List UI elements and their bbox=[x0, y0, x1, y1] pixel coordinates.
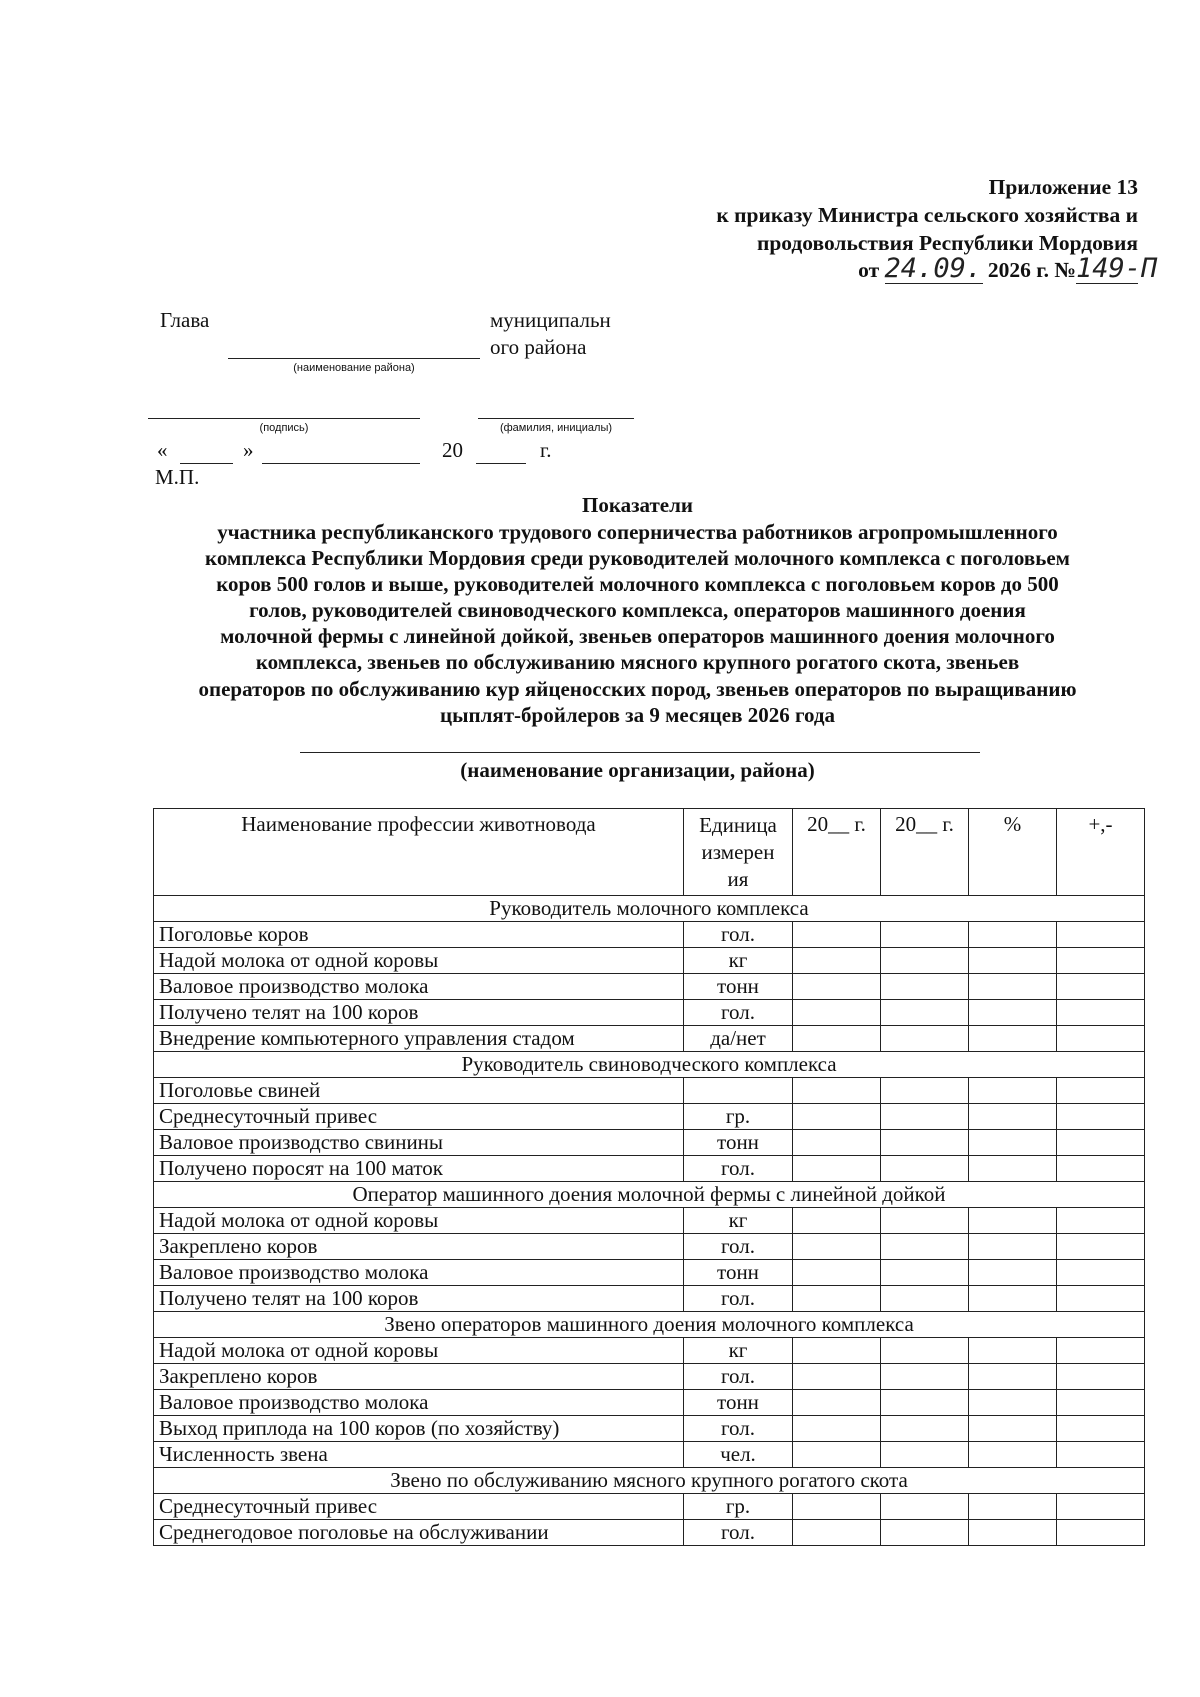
indicator-name: Закреплено коров bbox=[154, 1234, 684, 1260]
indicator-name: Валовое производство молока bbox=[154, 1390, 684, 1416]
indicator-unit bbox=[684, 1078, 793, 1104]
header-year-1: 20__ г. bbox=[793, 809, 881, 896]
section-title: Руководитель свиноводческого комплекса bbox=[154, 1052, 1145, 1078]
table-row bbox=[154, 1442, 1145, 1468]
value-year-1-cell bbox=[793, 1000, 881, 1026]
date-quote-close: » bbox=[243, 438, 254, 462]
month-underline bbox=[262, 463, 420, 464]
value-percent-cell bbox=[969, 1364, 1057, 1390]
section-title: Оператор машинного доения молочной фермы с линейной дойкой bbox=[154, 1182, 1145, 1208]
indicator-name: Внедрение компьютерного управления стадом bbox=[154, 1026, 684, 1052]
value-percent-cell bbox=[969, 1104, 1057, 1130]
value-difference-cell bbox=[1057, 1104, 1145, 1130]
value-difference-cell bbox=[1057, 1364, 1145, 1390]
indicator-unit: гол. bbox=[684, 1520, 793, 1546]
value-percent-cell bbox=[969, 1416, 1057, 1442]
table-row bbox=[154, 922, 1145, 948]
indicator-name: Поголовье свиней bbox=[154, 1078, 684, 1104]
value-year-1-cell bbox=[793, 1338, 881, 1364]
value-difference-cell bbox=[1057, 1416, 1145, 1442]
name-caption: (фамилия, инициалы) bbox=[499, 422, 613, 434]
table-row bbox=[154, 1208, 1145, 1234]
value-year-1-cell bbox=[793, 974, 881, 1000]
value-year-1-cell bbox=[793, 1078, 881, 1104]
title-line: комплекса Республики Мордовия среди руководителей молочного комплекса с поголовьем bbox=[205, 546, 1070, 571]
table-row bbox=[154, 1000, 1145, 1026]
table-row bbox=[154, 1286, 1145, 1312]
value-percent-cell bbox=[969, 1338, 1057, 1364]
value-year-1-cell bbox=[793, 1130, 881, 1156]
section-row bbox=[154, 1468, 1145, 1494]
indicator-unit: гол. bbox=[684, 1416, 793, 1442]
value-difference-cell bbox=[1057, 1286, 1145, 1312]
value-year-2-cell bbox=[881, 1260, 969, 1286]
head-label: Глава bbox=[160, 308, 210, 332]
year-suffix: г. bbox=[540, 438, 552, 462]
document-title: Показатели bbox=[581, 493, 694, 517]
table-row bbox=[154, 1130, 1145, 1156]
value-year-2-cell bbox=[881, 1390, 969, 1416]
value-percent-cell bbox=[969, 1286, 1057, 1312]
indicator-name: Надой молока от одной коровы bbox=[154, 1208, 684, 1234]
appendix-order-line: к приказу Министра сельского хозяйства и bbox=[716, 203, 1138, 227]
indicator-unit: гол. bbox=[684, 1234, 793, 1260]
value-percent-cell bbox=[969, 974, 1057, 1000]
value-year-1-cell bbox=[793, 1234, 881, 1260]
appendix-date-line bbox=[858, 253, 1158, 284]
appendix-ministry-line: продовольствия Республики Мордовия bbox=[756, 231, 1138, 255]
value-year-2-cell bbox=[881, 974, 969, 1000]
value-difference-cell bbox=[1057, 1260, 1145, 1286]
header-difference: +,- bbox=[1057, 809, 1145, 896]
header-year-2: 20__ г. bbox=[881, 809, 969, 896]
indicator-unit: гол. bbox=[684, 1364, 793, 1390]
indicator-unit: гол. bbox=[684, 922, 793, 948]
table-row bbox=[154, 1026, 1145, 1052]
day-underline bbox=[180, 463, 233, 464]
value-difference-cell bbox=[1057, 1078, 1145, 1104]
appendix-title: Приложение 13 bbox=[988, 175, 1138, 199]
table-row bbox=[154, 1520, 1145, 1546]
value-year-1-cell bbox=[793, 1260, 881, 1286]
section-row bbox=[154, 896, 1145, 922]
value-percent-cell bbox=[969, 1026, 1057, 1052]
indicator-name: Среднесуточный привес bbox=[154, 1494, 684, 1520]
year-prefix: 20 bbox=[442, 438, 463, 462]
date-prefix: от bbox=[858, 258, 880, 282]
title-description bbox=[140, 519, 1135, 728]
value-difference-cell bbox=[1057, 1156, 1145, 1182]
indicator-unit: кг bbox=[684, 1338, 793, 1364]
value-percent-cell bbox=[969, 922, 1057, 948]
value-difference-cell bbox=[1057, 922, 1145, 948]
year-underline bbox=[476, 463, 526, 464]
municipal-label-1: муниципальн bbox=[490, 308, 611, 332]
table-row bbox=[154, 1416, 1145, 1442]
indicator-name: Выход приплода на 100 коров (по хозяйству) bbox=[154, 1416, 684, 1442]
value-percent-cell bbox=[969, 1130, 1057, 1156]
value-year-2-cell bbox=[881, 1286, 969, 1312]
value-year-1-cell bbox=[793, 1390, 881, 1416]
value-percent-cell bbox=[969, 1442, 1057, 1468]
table-row bbox=[154, 1390, 1145, 1416]
value-year-2-cell bbox=[881, 1156, 969, 1182]
value-percent-cell bbox=[969, 948, 1057, 974]
table-row bbox=[154, 1078, 1145, 1104]
title-line: коров 500 голов и выше, руководителей молочного комплекса с поголовьем коров до 500 bbox=[216, 572, 1059, 597]
value-difference-cell bbox=[1057, 1208, 1145, 1234]
indicator-name: Получено телят на 100 коров bbox=[154, 1286, 684, 1312]
value-difference-cell bbox=[1057, 1390, 1145, 1416]
title-line: молочной фермы с линейной дойкой, звеньев операторов машинного доения молочного bbox=[220, 624, 1055, 649]
value-percent-cell bbox=[969, 1078, 1057, 1104]
value-year-1-cell bbox=[793, 1494, 881, 1520]
indicator-unit: гр. bbox=[684, 1104, 793, 1130]
table-row bbox=[154, 1338, 1145, 1364]
value-year-2-cell bbox=[881, 922, 969, 948]
header-percent: % bbox=[969, 809, 1057, 896]
value-year-1-cell bbox=[793, 922, 881, 948]
indicator-name: Надой молока от одной коровы bbox=[154, 948, 684, 974]
indicator-unit: кг bbox=[684, 948, 793, 974]
value-difference-cell bbox=[1057, 1130, 1145, 1156]
value-year-2-cell bbox=[881, 1520, 969, 1546]
value-year-1-cell bbox=[793, 1416, 881, 1442]
value-percent-cell bbox=[969, 1000, 1057, 1026]
indicator-unit: тонн bbox=[684, 1260, 793, 1286]
indicator-unit: чел. bbox=[684, 1442, 793, 1468]
value-year-2-cell bbox=[881, 948, 969, 974]
value-difference-cell bbox=[1057, 1000, 1145, 1026]
indicator-name: Поголовье коров bbox=[154, 922, 684, 948]
signature-caption: (подпись) bbox=[259, 422, 309, 434]
table-row bbox=[154, 948, 1145, 974]
table-body bbox=[154, 896, 1145, 1546]
section-row bbox=[154, 1312, 1145, 1338]
handwritten-date: 24.09. bbox=[884, 253, 983, 284]
indicator-name: Численность звена bbox=[154, 1442, 684, 1468]
indicator-name: Валовое производство молока bbox=[154, 1260, 684, 1286]
value-year-1-cell bbox=[793, 948, 881, 974]
value-difference-cell bbox=[1057, 974, 1145, 1000]
table-row bbox=[154, 1494, 1145, 1520]
value-year-2-cell bbox=[881, 1494, 969, 1520]
table-row bbox=[154, 1156, 1145, 1182]
indicator-unit: тонн bbox=[684, 1130, 793, 1156]
table-header-row bbox=[154, 809, 1145, 896]
indicator-name: Среднесуточный привес bbox=[154, 1104, 684, 1130]
value-year-2-cell bbox=[881, 1416, 969, 1442]
value-year-1-cell bbox=[793, 1520, 881, 1546]
value-year-1-cell bbox=[793, 1364, 881, 1390]
date-year: 2026 г. № bbox=[987, 258, 1076, 282]
section-title: Звено по обслуживанию мясного крупного рогатого скота bbox=[154, 1468, 1145, 1494]
section-title: Руководитель молочного комплекса bbox=[154, 896, 1145, 922]
value-percent-cell bbox=[969, 1156, 1057, 1182]
indicator-name: Получено поросят на 100 маток bbox=[154, 1156, 684, 1182]
title-line: комплекса, звеньев по обслуживанию мясного крупного рогатого скота, звеньев bbox=[255, 650, 1020, 675]
indicator-name: Закреплено коров bbox=[154, 1364, 684, 1390]
indicator-name: Надой молока от одной коровы bbox=[154, 1338, 684, 1364]
indicator-unit: гол. bbox=[684, 1000, 793, 1026]
indicator-unit: гол. bbox=[684, 1156, 793, 1182]
value-difference-cell bbox=[1057, 1442, 1145, 1468]
value-year-2-cell bbox=[881, 1078, 969, 1104]
section-title: Звено операторов машинного доения молочного комплекса bbox=[154, 1312, 1145, 1338]
indicator-name: Получено телят на 100 коров bbox=[154, 1000, 684, 1026]
value-percent-cell bbox=[969, 1494, 1057, 1520]
value-percent-cell bbox=[969, 1260, 1057, 1286]
value-difference-cell bbox=[1057, 1026, 1145, 1052]
indicator-unit: да/нет bbox=[684, 1026, 793, 1052]
indicator-name: Валовое производство свинины bbox=[154, 1130, 684, 1156]
indicator-name: Среднегодовое поголовье на обслуживании bbox=[154, 1520, 684, 1546]
value-percent-cell bbox=[969, 1520, 1057, 1546]
value-year-2-cell bbox=[881, 1000, 969, 1026]
table-row bbox=[154, 974, 1145, 1000]
value-year-1-cell bbox=[793, 1208, 881, 1234]
indicator-name: Валовое производство молока bbox=[154, 974, 684, 1000]
indicator-unit: гол. bbox=[684, 1286, 793, 1312]
value-difference-cell bbox=[1057, 1338, 1145, 1364]
title-line: операторов по обслуживанию кур яйценосских пород, звеньев операторов по выращиванию bbox=[198, 676, 1077, 701]
name-underline bbox=[478, 418, 634, 419]
header-unit: Единица измерен ия bbox=[684, 809, 793, 896]
municipal-label-2: ого района bbox=[490, 335, 587, 359]
indicator-unit: гр. bbox=[684, 1494, 793, 1520]
value-year-2-cell bbox=[881, 1338, 969, 1364]
value-year-2-cell bbox=[881, 1364, 969, 1390]
handwritten-number: 149-П bbox=[1076, 253, 1158, 284]
value-year-2-cell bbox=[881, 1234, 969, 1260]
table-row bbox=[154, 1234, 1145, 1260]
indicator-unit: кг bbox=[684, 1208, 793, 1234]
value-percent-cell bbox=[969, 1234, 1057, 1260]
stamp-label: М.П. bbox=[155, 465, 200, 489]
value-year-2-cell bbox=[881, 1442, 969, 1468]
signature-underline bbox=[148, 418, 420, 419]
value-percent-cell bbox=[969, 1208, 1057, 1234]
section-row bbox=[154, 1182, 1145, 1208]
organization-caption: (наименование организации, района) bbox=[460, 758, 815, 782]
table-row bbox=[154, 1104, 1145, 1130]
value-year-2-cell bbox=[881, 1208, 969, 1234]
header-profession: Наименование профессии животновода bbox=[154, 809, 684, 896]
value-difference-cell bbox=[1057, 1494, 1145, 1520]
value-percent-cell bbox=[969, 1390, 1057, 1416]
indicator-unit: тонн bbox=[684, 974, 793, 1000]
value-difference-cell bbox=[1057, 948, 1145, 974]
value-year-1-cell bbox=[793, 1156, 881, 1182]
value-year-1-cell bbox=[793, 1286, 881, 1312]
value-year-1-cell bbox=[793, 1442, 881, 1468]
date-quote-open: « bbox=[157, 438, 168, 462]
title-line: цыплят-бройлеров за 9 месяцев 2026 года bbox=[440, 702, 835, 727]
value-year-2-cell bbox=[881, 1026, 969, 1052]
title-line: голов, руководителей свиноводческого комплекса, операторов машинного доения bbox=[249, 598, 1026, 623]
indicator-unit: тонн bbox=[684, 1390, 793, 1416]
indicators-table bbox=[153, 808, 1145, 1546]
section-row bbox=[154, 1052, 1145, 1078]
value-year-1-cell bbox=[793, 1104, 881, 1130]
value-difference-cell bbox=[1057, 1520, 1145, 1546]
value-difference-cell bbox=[1057, 1234, 1145, 1260]
district-underline bbox=[228, 358, 480, 359]
table-row bbox=[154, 1364, 1145, 1390]
table-row bbox=[154, 1260, 1145, 1286]
value-year-2-cell bbox=[881, 1130, 969, 1156]
title-line: участника республиканского трудового соперничества работников агропромышленного bbox=[217, 520, 1058, 544]
district-caption: (наименование района) bbox=[293, 362, 415, 374]
value-year-2-cell bbox=[881, 1104, 969, 1130]
value-year-1-cell bbox=[793, 1026, 881, 1052]
organization-underline bbox=[300, 752, 980, 753]
